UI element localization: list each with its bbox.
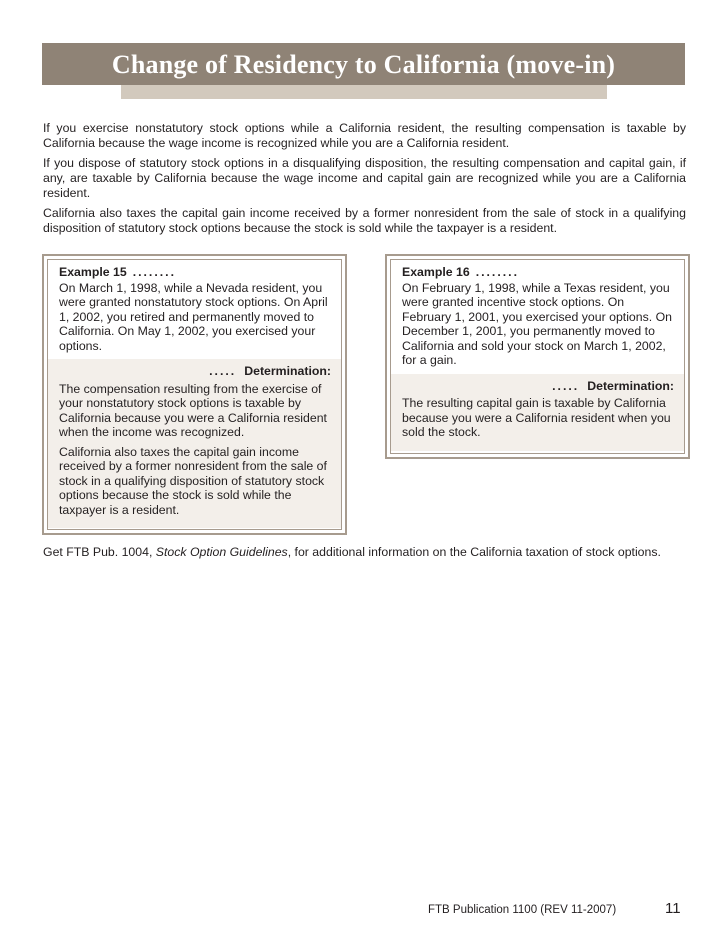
example-15-box (42, 254, 347, 535)
example-15-heading-line (59, 265, 331, 280)
example-15-inner (47, 259, 342, 530)
example-15-determination-text: The compensation resulting from the exercise of your nonstatutory stock options is taxable by California because you were a California resident when the income was recognized. (59, 381, 327, 439)
title-banner-underbar (121, 85, 607, 99)
page-title: Change of Residency to California (move-in) (111, 50, 616, 79)
publication-title: Stock Option Guidelines (155, 545, 288, 559)
note-suffix: , for additional information on the California taxation of stock options. (287, 545, 661, 559)
additional-info-note (43, 545, 693, 560)
example-16-determination-label: Determination: (587, 378, 674, 393)
example-16-box (385, 254, 690, 459)
example-15-determination-dots: ..... (209, 364, 237, 378)
example-16-determination-heading (402, 379, 674, 394)
example-16-dots: ........ (475, 265, 520, 279)
example-15-determination-text: California also taxes the capital gain income received by a former nonresident from the sale of stock in a qualifying disposition of statutory stock options because the stock is sold while the taxpayer is a resident. (59, 444, 327, 517)
intro-paragraph: California also taxes the capital gain income received by a former nonresident from the sale of stock in a qualifying disposition of statutory stock options because the stock is sold while the taxpayer is a resident. (43, 206, 686, 235)
page-number: 11 (665, 900, 681, 917)
example-16-determination-dots: ..... (552, 378, 580, 393)
example-16-heading-line (402, 265, 674, 280)
intro-paragraph: If you dispose of statutory stock options in a disqualifying disposition, the resulting compensation and capital gain, if any, are taxable by California because the wage income and capital gain are recognized while you are a California resident. (43, 156, 686, 200)
example-15-dots: ........ (132, 265, 177, 279)
example-16-problem (391, 260, 684, 374)
example-16-inner (390, 259, 685, 454)
example-15-determination-label: Determination: (244, 364, 331, 378)
example-16-body: On February 1, 1998, while a Texas resident, you were granted incentive stock options. On February 1, 2001, you exercised your options. On December 1, 2001, you permanently moved to California and sold your stock on March 1, 2002, for a gain. (402, 280, 672, 367)
intro-paragraph: If you exercise nonstatutory stock options while a California resident, the resulting compensation is taxable by California because the wage income is recognized while you are a California resident. (43, 121, 686, 150)
example-15-determination-heading (59, 364, 331, 379)
intro-text (43, 121, 686, 241)
title-banner (42, 43, 685, 85)
example-16-determination (391, 374, 684, 451)
example-16-heading: Example 16 (402, 265, 470, 279)
example-16-determination-text: The resulting capital gain is taxable by California because you were a California resident when you sold the stock. (402, 396, 671, 439)
example-15-heading: Example 15 (59, 265, 127, 279)
example-15-problem (48, 260, 341, 359)
example-15-determination (48, 359, 341, 528)
note-prefix: Get FTB Pub. 1004, (43, 545, 156, 559)
example-15-body: On March 1, 1998, while a Nevada resident, you were granted nonstatutory stock options. On April 1, 2002, you retired and permanently moved to California. On May 1, 2002, you exercised your options. (59, 280, 328, 353)
publication-label: FTB Publication 1100 (REV 11-2007) (428, 904, 617, 916)
